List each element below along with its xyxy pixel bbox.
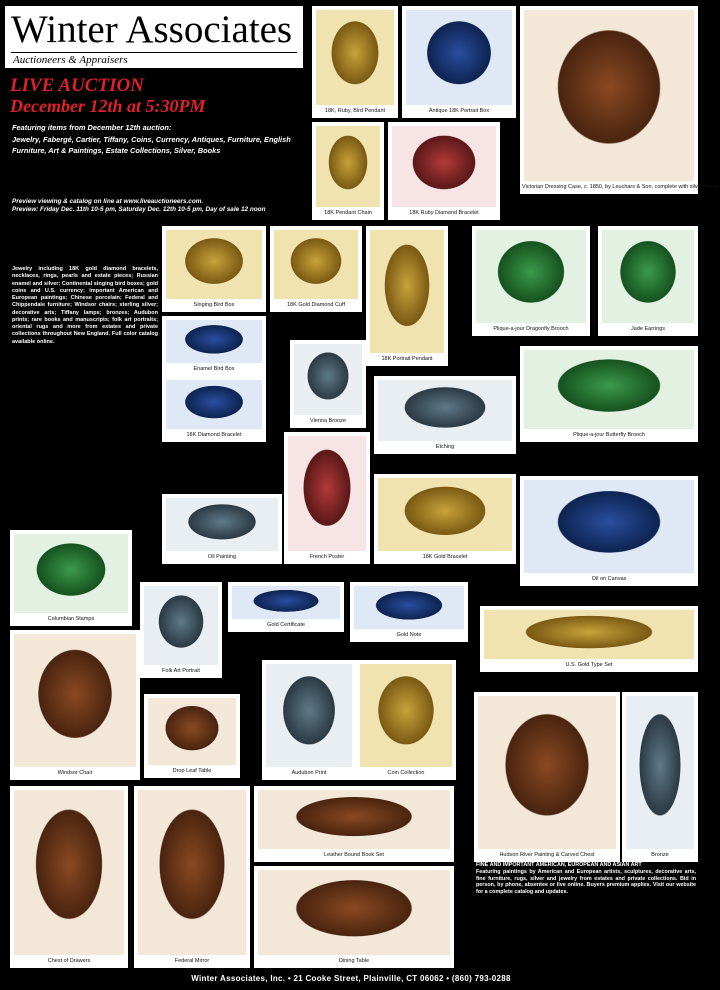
photo-folk-portrait [140, 582, 222, 678]
photo-gold-note-image [354, 586, 464, 629]
photo-caption: 18K Ruby Diamond Bracelet [409, 210, 479, 216]
auction-description: Jewelry including 18K gold diamond bracelets, necklaces, rings, pearls and estate pieces; Russian enamel and silver; Continental singing bird boxes; gold coins and U.S. currency; important American and European paintings; Chinese porcelain; Federal and Chippendale furniture; Windsor chairs; sterling silver; decorative arts; Tiffany lamps; bronzes; Audubon prints; rare books and manuscripts; folk art portraits; oriental rugs and more from estates and private collections throughout New England. Full color catalog available online. [12, 266, 158, 345]
photo-landscape-chest [474, 692, 620, 862]
photo-folk-portrait-image [144, 586, 218, 665]
photo-coin-set [480, 606, 698, 672]
photo-dining-table-image [258, 870, 450, 955]
photo-caption: Drop Leaf Table [172, 768, 212, 774]
photo-caption: 18K Portrait Pendant [381, 356, 433, 362]
photo-caption: Oil on Canvas [591, 576, 627, 582]
photo-bronze-statue-image [626, 696, 694, 849]
photo-coin-album-image [360, 664, 452, 767]
photo-cattle-painting-image [166, 498, 278, 551]
photo-caption: Victorian Dressing Case, c. 1850, by Leuchars & Son, complete with silver fittings [522, 184, 720, 190]
photo-cattle-painting [162, 494, 282, 564]
photo-diamond-bracelet-image [166, 380, 262, 429]
photo-seascape [520, 476, 698, 586]
photo-portrait-pendant-image [370, 230, 444, 353]
photo-drop-leaf-table [144, 694, 240, 778]
photo-books-image [258, 790, 450, 849]
photo-gold-note [350, 582, 468, 642]
intro-categories: Jewelry, Fabergé, Cartier, Tiffany, Coins, Currency, Antiques, Furniture, English Furniture, Art & Paintings, Estate Collections, Silver, Books [12, 134, 291, 156]
photo-coin-set-image [484, 610, 694, 659]
photo-jade-earrings-image [602, 230, 694, 323]
photo-drop-leaf-table-image [148, 698, 236, 765]
photo-etching [374, 376, 516, 454]
photo-twenty-note-image [232, 586, 340, 619]
photo-portrait-pendant [366, 226, 448, 366]
photo-audubon [262, 660, 356, 780]
photo-caption: Dining Table [338, 958, 370, 964]
photo-caption: Gold Note [396, 632, 422, 638]
photo-mirror [134, 786, 250, 968]
photo-singing-bird-box-image [166, 230, 262, 299]
photo-caption: 18K Gold Diamond Cuff [287, 302, 345, 308]
photo-caption: Enamel Bird Box [193, 366, 235, 372]
photo-caption: French Poster [309, 554, 345, 560]
photo-mirror-image [138, 790, 246, 955]
photo-butterfly-image [524, 350, 694, 429]
photo-portrait-box-image [406, 10, 512, 105]
photo-bird-pendant [312, 6, 398, 118]
photo-caption: 18K Gold Bracelet [422, 554, 468, 560]
photo-pendant-chain [312, 122, 384, 220]
photo-caption: Etching [435, 444, 455, 450]
logo-divider [11, 52, 297, 53]
intro-line: Featuring items from December 12th auction: [12, 123, 172, 132]
photo-dressing-case [520, 6, 720, 194]
photo-caption: Vienna Bronze [310, 418, 346, 424]
photo-dressing-case-image [524, 10, 694, 181]
photo-chest-drawers-image [14, 790, 124, 955]
footer-address: Winter Associates, Inc. • 21 Cooke Street, Plainville, CT 06062 • (860) 793-0288 [191, 974, 511, 983]
photo-ruby-bracelet [388, 122, 500, 220]
photo-caption: Windsor Chair [57, 770, 93, 776]
photo-landscape-chest-image [478, 696, 616, 849]
photo-bronze-figure-image [294, 344, 362, 415]
photo-caption: Leather Bound Book Set [324, 852, 384, 858]
photo-bird-pendant-image [316, 10, 394, 105]
photo-stamps-image [14, 534, 128, 613]
photo-bronze-figure [290, 340, 366, 428]
intro-text [12, 122, 302, 157]
company-logo [5, 6, 303, 68]
photo-stamps [10, 530, 132, 626]
photo-poster-image [288, 436, 366, 551]
art-caption-text: Featuring paintings by American and European artists, sculptures, decorative arts, fine furniture, rugs, silver and jewelry from estates and private collections. Bid in person, by phone, absentee or live online. Buyers premium applies. Visit our website for a complete catalog and updates. [476, 868, 696, 896]
photo-butterfly [520, 346, 698, 442]
photo-books [254, 786, 454, 862]
photo-audubon-image [266, 664, 352, 767]
photo-caption: Plique-a-jour Butterfly Brooch [573, 432, 645, 438]
preview-times: Preview: Friday Dec. 11th 10-5 pm, Saturday Dec. 12th 10-5 pm, Day of sale 12 noon [12, 206, 266, 214]
photo-cuff-image [274, 230, 358, 299]
photo-caption: Bronze [651, 852, 669, 858]
photo-caption: 18K, Ruby, Bird Pendant [324, 108, 386, 114]
photo-gold-bracelet [374, 474, 516, 564]
photo-coin-album [356, 660, 456, 780]
photo-windsor-chair-image [14, 634, 136, 767]
preview-line: Preview viewing & catalog on line at www.liveauctioneers.com. [12, 198, 204, 205]
photo-twenty-note [228, 582, 344, 632]
photo-dining-table [254, 866, 454, 968]
photo-enamel-box [162, 316, 266, 376]
photo-enamel-box-image [166, 320, 262, 363]
photo-caption: Gold Certificate [267, 622, 305, 628]
photo-windsor-chair [10, 630, 140, 780]
photo-etching-image [378, 380, 512, 441]
photo-singing-bird-box [162, 226, 266, 312]
photo-bronze-statue [622, 692, 698, 862]
preview-info [12, 198, 312, 215]
photo-caption: Hudson River Painting & Carved Chest [499, 852, 595, 858]
photo-caption: Columbian Stamps [47, 616, 95, 622]
photo-diamond-bracelet [162, 376, 266, 442]
photo-caption: 18K Diamond Bracelet [186, 432, 242, 438]
photo-caption: 18K Pendant Chain [324, 210, 372, 216]
photo-caption: Oil Painting [207, 554, 237, 560]
photo-chest-drawers [10, 786, 128, 968]
photo-jade-earrings [598, 226, 698, 336]
photo-caption: Folk Art Portrait [162, 668, 200, 674]
photo-caption: Singing Bird Box [193, 302, 235, 308]
photo-seascape-image [524, 480, 694, 573]
photo-caption: Chest of Drawers [47, 958, 91, 964]
photo-portrait-box [402, 6, 516, 118]
photo-caption: Antique 18K Portrait Box [428, 108, 490, 114]
auction-date: December 12th at 5:30PM [10, 96, 206, 116]
photo-pendant-chain-image [316, 126, 380, 207]
photo-dragonfly-image [476, 230, 586, 323]
company-tagline: Auctioneers & Appraisers [13, 54, 128, 66]
company-name: Winter Associates [11, 8, 293, 51]
photo-dragonfly [472, 226, 590, 336]
photo-caption: Plique-a-jour Dragonfly Brooch [493, 326, 569, 332]
photo-caption: Coin Collection [387, 770, 425, 776]
art-caption-heading: FINE AND IMPORTANT AMERICAN, EUROPEAN AND ASIAN ART [476, 862, 642, 868]
photo-ruby-bracelet-image [392, 126, 496, 207]
photo-cuff [270, 226, 362, 312]
photo-gold-bracelet-image [378, 478, 512, 551]
photo-caption: Federal Mirror [174, 958, 210, 964]
live-auction-heading: LIVE AUCTION [10, 75, 144, 96]
photo-caption: Jade Earrings [631, 326, 665, 332]
photo-caption: U.S. Gold Type Set [565, 662, 613, 668]
art-caption-block [476, 862, 696, 896]
photo-caption: Audubon Print [291, 770, 327, 776]
photo-poster [284, 432, 370, 564]
